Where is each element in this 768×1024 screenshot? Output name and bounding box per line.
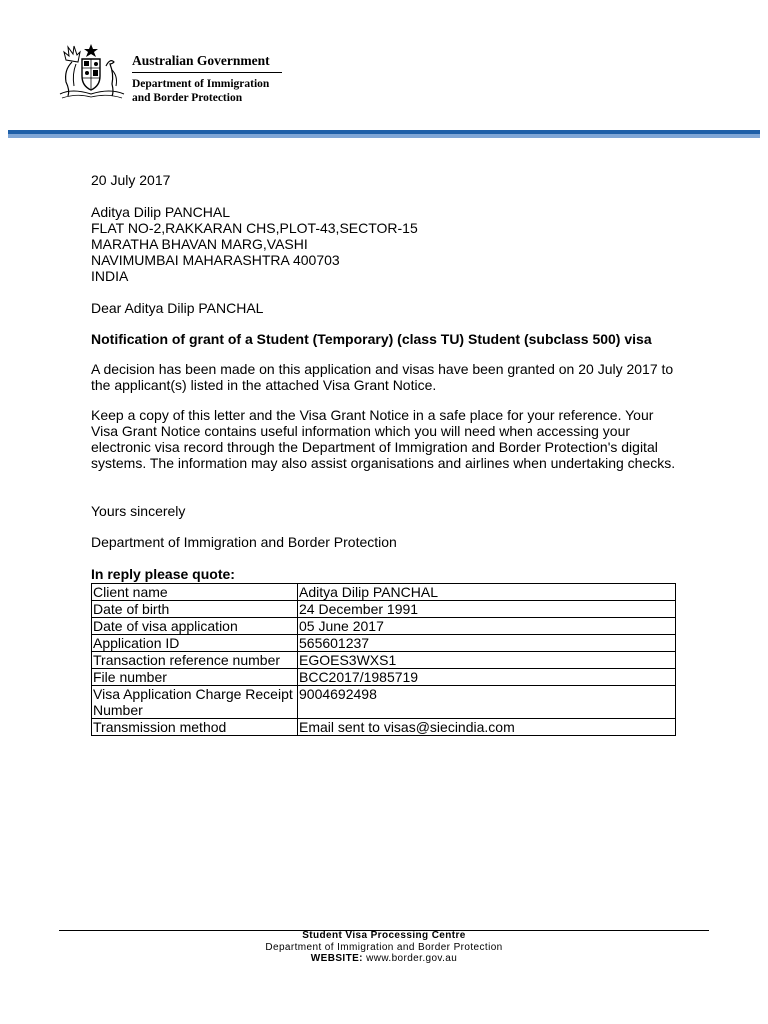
paragraph-decision: A decision has been made on this application and visas have been granted on 20 July 2017 to the applicant(s) listed in the attached Visa Grant Notice. xyxy=(91,361,674,393)
paragraph-keep-copy: Keep a copy of this letter and the Visa Grant Notice in a safe place for your reference. Your Visa Grant Notice contains useful information which you will need when accessing your electronic visa record through the Department of Immigration and Border Protection's digital systems. The information may also assist organisations and airlines when undertaking checks. xyxy=(91,407,676,471)
table-row xyxy=(92,719,676,736)
table-label: Date of visa application xyxy=(92,618,298,635)
table-value: 05 June 2017 xyxy=(298,618,676,635)
salutation: Dear Aditya Dilip PANCHAL xyxy=(91,300,264,316)
closing: Yours sincerely xyxy=(91,503,186,519)
table-label: Date of birth xyxy=(92,601,298,618)
table-row xyxy=(92,601,676,618)
table-row xyxy=(92,618,676,635)
website-url: www.border.gov.au xyxy=(366,953,458,964)
address-line: FLAT NO-2,RAKKARAN CHS,PLOT-43,SECTOR-15 xyxy=(91,220,418,236)
footer-centre: Student Visa Processing Centre xyxy=(302,930,466,941)
footer-department: Department of Immigration and Border Protection xyxy=(265,942,503,953)
table-row xyxy=(92,669,676,686)
department-name-line1: Department of Immigration xyxy=(132,78,270,90)
table-value: Email sent to visas@siecindia.com xyxy=(298,719,676,736)
table-row xyxy=(92,635,676,652)
table-label: Visa Application Charge Receipt Number xyxy=(92,686,298,719)
table-row xyxy=(92,686,676,719)
table-row xyxy=(92,652,676,669)
address-line: MARATHA BHAVAN MARG,VASHI xyxy=(91,236,308,252)
table-value: EGOES3WXS1 xyxy=(298,652,676,669)
table-row xyxy=(92,584,676,601)
table-value: 565601237 xyxy=(298,635,676,652)
reply-quote-table xyxy=(91,583,676,736)
header-band-light xyxy=(8,134,760,138)
government-header xyxy=(132,53,282,105)
table-label: Transmission method xyxy=(92,719,298,736)
table-label: Application ID xyxy=(92,635,298,652)
quote-heading: In reply please quote: xyxy=(91,566,235,582)
website-label: WEBSITE: xyxy=(310,953,363,964)
footer-website xyxy=(59,953,709,965)
table-label: Client name xyxy=(92,584,298,601)
address-line: NAVIMUMBAI MAHARASHTRA 400703 xyxy=(91,252,340,268)
government-name: Australian Government xyxy=(132,53,282,73)
table-value: Aditya Dilip PANCHAL xyxy=(298,584,676,601)
table-value: 9004692498 xyxy=(298,686,676,719)
subject-line: Notification of grant of a Student (Temporary) (class TU) Student (subclass 500) visa xyxy=(91,331,652,347)
table-label: Transaction reference number xyxy=(92,652,298,669)
coat-of-arms-logo xyxy=(52,40,130,100)
table-value: 24 December 1991 xyxy=(298,601,676,618)
address-line: INDIA xyxy=(91,268,129,284)
address-line: Aditya Dilip PANCHAL xyxy=(91,204,231,220)
signature: Department of Immigration and Border Protection xyxy=(91,534,397,550)
letter-date: 20 July 2017 xyxy=(91,172,171,188)
table-value: BCC2017/1985719 xyxy=(298,669,676,686)
department-name-line2: and Border Protection xyxy=(132,92,243,104)
table-label: File number xyxy=(92,669,298,686)
